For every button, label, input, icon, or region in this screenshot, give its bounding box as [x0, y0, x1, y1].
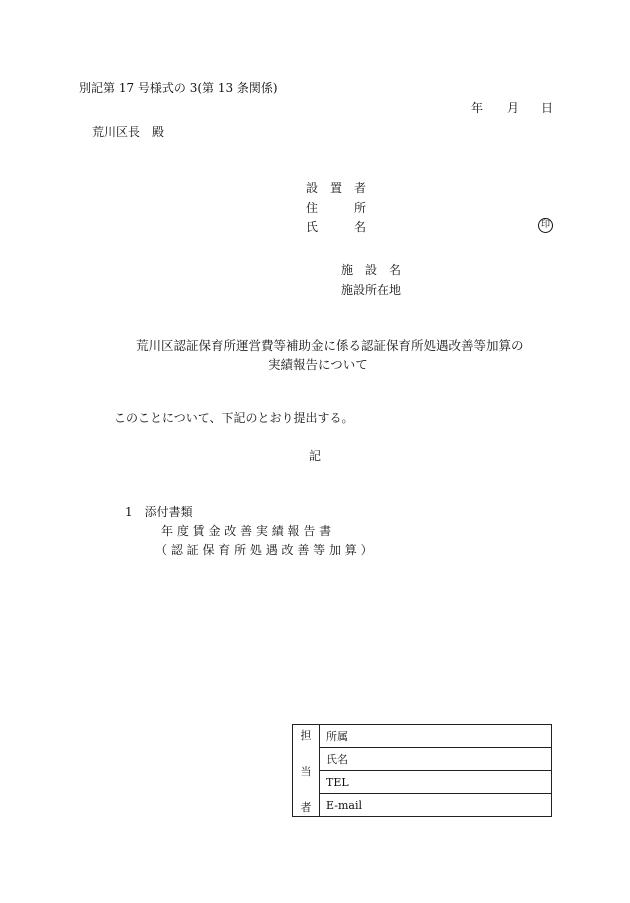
ki-marker: 記	[309, 449, 322, 463]
side-char: 当	[300, 764, 312, 778]
title-line-1: 荒川区認証保育所運営費等補助金に係る認証保育所処遇改善等加算の	[136, 338, 524, 353]
contact-table	[292, 724, 552, 817]
seal-mark: 印	[538, 218, 553, 233]
contact-affiliation: 所属	[320, 725, 552, 748]
date-year: 年	[471, 101, 484, 115]
title-line-2: 実績報告について	[268, 357, 368, 372]
attachment-item-2: （ 認 証 保 育 所 処 遇 改 善 等 加 算 ）	[155, 543, 373, 557]
contact-row	[293, 771, 552, 794]
facility-location-label: 施設所在地	[341, 283, 402, 297]
installer-label: 設 置 者	[306, 181, 367, 195]
contact-email: E-mail	[320, 794, 552, 817]
side-char: 担	[300, 728, 312, 742]
date-day: 日	[541, 101, 554, 115]
attachments-heading: 1 添付書類	[125, 505, 193, 519]
addressee: 荒川区長 殿	[92, 125, 165, 139]
date-month: 月	[507, 101, 520, 115]
body-text: このことについて、下記のとおり提出する。	[114, 411, 354, 425]
contact-row	[293, 794, 552, 817]
side-char: 者	[300, 800, 312, 814]
contact-row	[293, 725, 552, 748]
form-reference: 別記第 17 号様式の 3(第 13 条関係)	[79, 81, 278, 95]
contact-name: 氏名	[320, 748, 552, 771]
name-label: 氏 名	[306, 220, 367, 234]
contact-side-label	[293, 725, 320, 817]
address-label: 住 所	[306, 201, 367, 215]
attachment-item-1: 年 度 賃 金 改 善 実 績 報 告 書	[161, 524, 332, 538]
facility-name-label: 施 設 名	[341, 263, 402, 277]
contact-tel: TEL	[320, 771, 552, 794]
contact-row	[293, 748, 552, 771]
